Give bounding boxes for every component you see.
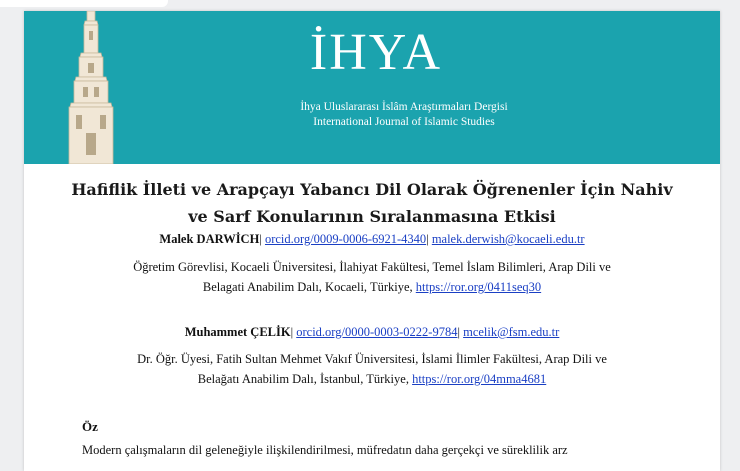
author-1-ror-link[interactable]: https://ror.org/0411seq30: [415, 280, 542, 294]
journal-subtitle-en: International Journal of Islamic Studies: [313, 116, 495, 128]
minaret-illustration: [60, 11, 122, 164]
separator: |: [290, 325, 294, 339]
journal-subtitle-tr: İhya Uluslararası İslâm Araştırmaları Dergisi: [300, 101, 508, 113]
author-2-ror-link[interactable]: https://ror.org/04mma4681: [412, 372, 547, 386]
abstract-first-line: Modern çalışmaların dil geleneğiyle ilişkilendirilmesi, müfredatın daha gerçekçi ve süreklilik arz: [82, 443, 568, 457]
separator: |: [457, 325, 460, 339]
separator: |: [259, 232, 262, 246]
author-2-affiliation-line1: Dr. Öğr. Üyesi, Fatih Sultan Mehmet Vakıf Üniversitesi, İslami İlimler Fakültesi, Arap Dili ve: [137, 352, 607, 366]
author-1-affiliation-line2: Belagati Anabilim Dalı, Kocaeli, Türkiye, https://ror.org/0411seq30: [202, 280, 542, 294]
separator: |: [426, 232, 429, 246]
author-1-affiliation-line1: Öğretim Görevlisi, Kocaeli Üniversitesi, İlahiyat Fakültesi, Temel İslam Bilimleri, Arap Dili ve: [133, 260, 611, 274]
author-1-name: Malek DARWİCH: [159, 232, 260, 246]
author-2-orcid-link[interactable]: orcid.org/0000-0003-0222-9784: [296, 325, 458, 339]
document-page: [24, 11, 720, 471]
journal-banner: [24, 11, 720, 164]
browser-top-strip: [0, 0, 168, 7]
author-1-line: [44, 232, 700, 247]
article-title: [54, 176, 690, 230]
journal-logo: İHYA: [309, 24, 443, 81]
author-1-orcid-link[interactable]: orcid.org/0009-0006-6921-4340: [264, 232, 427, 246]
author-2-line: [44, 325, 700, 340]
author-1-affiliation: [64, 257, 680, 297]
author-1-email-link[interactable]: malek.derwish@kocaeli.edu.tr: [431, 232, 585, 246]
author-2-affiliation: [64, 349, 680, 389]
article-title-line2: ve Sarf Konularının Sıralanmasına Etkisi: [188, 207, 556, 226]
author-2-affiliation-line2: Belağatı Anabilim Dalı, İstanbul, Türkiye, https://ror.org/04mma4681: [197, 372, 547, 386]
author-2-email-link[interactable]: mcelik@fsm.edu.tr: [463, 325, 560, 339]
article-title-line1: Hafiflik İlleti ve Arapçayı Yabancı Dil Olarak Öğrenenler İçin Nahiv: [71, 180, 673, 199]
author-2-name: Muhammet ÇELİK: [184, 325, 291, 339]
abstract-heading: Öz: [82, 419, 98, 434]
